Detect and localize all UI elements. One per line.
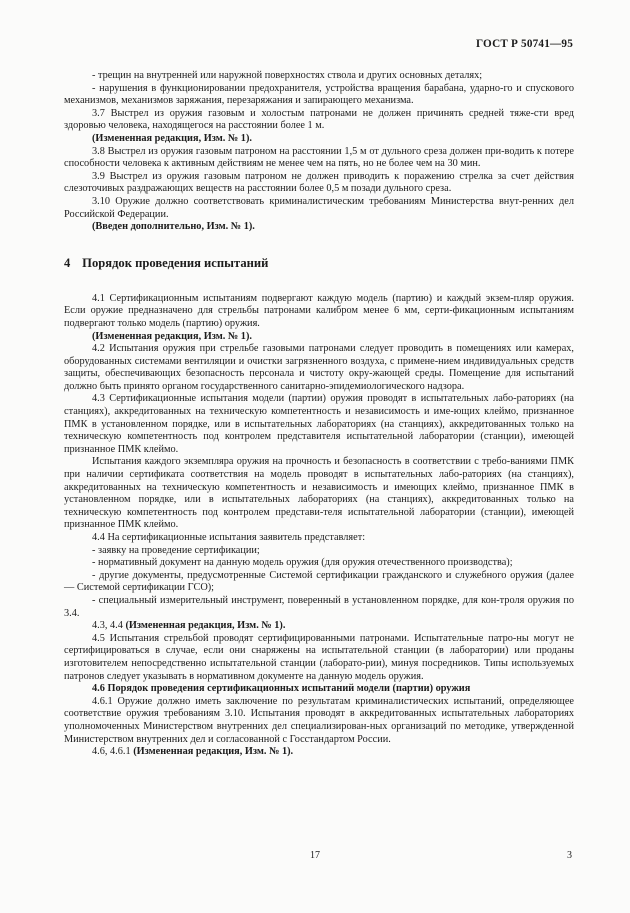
section-title: Порядок проведения испытаний [82,255,269,270]
amendment-note: (Измененная редакция, Изм. № 1). [125,620,286,632]
page-content [64,70,574,759]
section-4-body [64,293,574,759]
paragraph: (Введен дополнительно, Изм. № 1). [92,221,255,233]
section-heading [64,256,574,271]
paragraph: 4.2 Испытания оружия при стрельбе газовыми патронами следует проводить в помещениях или камерах, оборудованных системами вентиляции и очистки загрязненного воздуха, с примене-нием индивидуальных средств защиты, обеспечивающих безопасность персонала и чистоту окру-жающей среды. Помещение для испытаний должно быть принято органом государственного санитарно-эпидемиологического надзора. [64,343,574,392]
clause-reference: 4.3, 4.4 [92,620,126,632]
paragraph: 3.10 Оружие должно соответствовать криминалистическим требованиям Министерства внут-ренних дел Российской Федерации. [64,195,574,220]
paragraph: 4.5 Испытания стрельбой проводят сертифицированными патронами. Испытательные патро-ны могут не сертифицироваться в случае, если они снаряжены на испытательной станции (в лаборатории) или проданы изготовителем непосредственно испытательной станции (лаборато-рии), минуя посредников. Типы используемых патронов следует указывать в нормативном документе на данную модель оружия. [64,632,574,682]
paragraph: - заявку на проведение сертификации; [92,544,260,556]
paragraph: 4.4 На сертификационные испытания заявитель представляет: [92,532,366,543]
document-id-header: ГОСТ Р 50741—95 [476,38,573,50]
paragraph: 4.6 Порядок проведения сертификационных испытаний модели (партии) оружия [92,683,471,695]
paragraph: 3.8 Выстрел из оружия газовым патроном на расстоянии 1,5 м от дульного среза должен при-водить к потере способности человека к активным действиям не менее чем на пять, но не более чем на 30 мин. [64,145,574,170]
paragraph: 4.6.1 Оружие должно иметь заключение по результатам криминалистических испытаний, определяющее соответствие оружия требованиям 3.10. Испытания проводят в аккредитованных испытательных лабораториях уполномоченных Министерством внутренних дел специализирован-ных организаций по методике, утвержденной Министерством внутренних дел и согласованной с Госстандартом России. [64,695,574,745]
section-number: 4 [64,255,71,270]
paragraph: - специальный измерительный инструмент, поверенный в установленном порядке, для кон-троля оружия по 3.4. [64,594,574,619]
paragraph: - трещин на внутренней или наружной поверхностях ствола и других основных деталях; [92,70,483,81]
clause-reference: 4.6, 4.6.1 [92,746,134,758]
paragraph: - нормативный документ на данную модель оружия (для оружия отечественного производства); [92,557,513,569]
sheet-number: 3 [567,850,572,861]
paragraph: (Измененная редакция, Изм. № 1). [92,132,252,144]
section-3-continuation [64,70,574,234]
paragraph: 4.1 Сертификационным испытаниям подвергают каждую модель (партию) и каждый экзем-пляр оружия. Если оружие предназначено для стрельбы патронами калибром менее 6 мм, серти-фикационным испытаниям подвергают только модель (партию) оружия. [64,292,574,329]
amendment-note: (Измененная редакция, Изм. № 1). [133,746,294,758]
paragraph: 4.3 Сертификационные испытания модели (партии) оружия проводят в испытательных лабо-раториях (на станциях), аккредитованных на техническую компетентность и независимость и име-ющих клеймо, признанное ПМК в установленном порядке, или в испытательных лабораториях (на станциях), аккредитованных только на техническую компетентность под контролем представителя испытательной лаборатории (станции), имеющей признанное ПМК клеймо. [64,393,574,455]
paragraph: 3.7 Выстрел из оружия газовым и холостым патронами не должен причинять средней тяже-сти вред здоровью человека, находящегося на расстоянии более 1 м. [64,107,574,132]
paragraph: Испытания каждого экземпляра оружия на прочность и безопасность в соответствии с требо-ваниями ПМК при наличии сертификата соответствия на модель проводят в испытательных лабо-раториях (на станциях), аккредитованных на техническую компетентность и независимость и имеющих клеймо, признанное ПМК в установленном порядке, или в испытательных лабораториях (на станциях), аккредитованных только на техническую компетентность под контролем представи-теля испытательной лаборатории (станции), имеющей признанное ПМК клеймо. [64,456,574,531]
paragraph: 3.9 Выстрел из оружия газовым патроном не должен приводить к поражению стрелка за счет действия слезоточивых раздражающих веществ на расстоянии более 0,5 м позади дульного среза. [64,170,574,195]
page-number: 17 [310,850,320,861]
paragraph [64,746,574,759]
paragraph: - другие документы, предусмотренные Системой сертификации гражданского и служебного оружия (далее — Системой сертификации ГСО); [64,569,574,594]
paragraph: - нарушения в функционировании предохранителя, устройства вращения барабана, ударно-го и спускового механизмов, механизмов заряжания, перезаряжания и запирающего механизма. [64,82,574,107]
paragraph [64,620,574,633]
paragraph: (Измененная редакция, Изм. № 1). [92,330,252,342]
